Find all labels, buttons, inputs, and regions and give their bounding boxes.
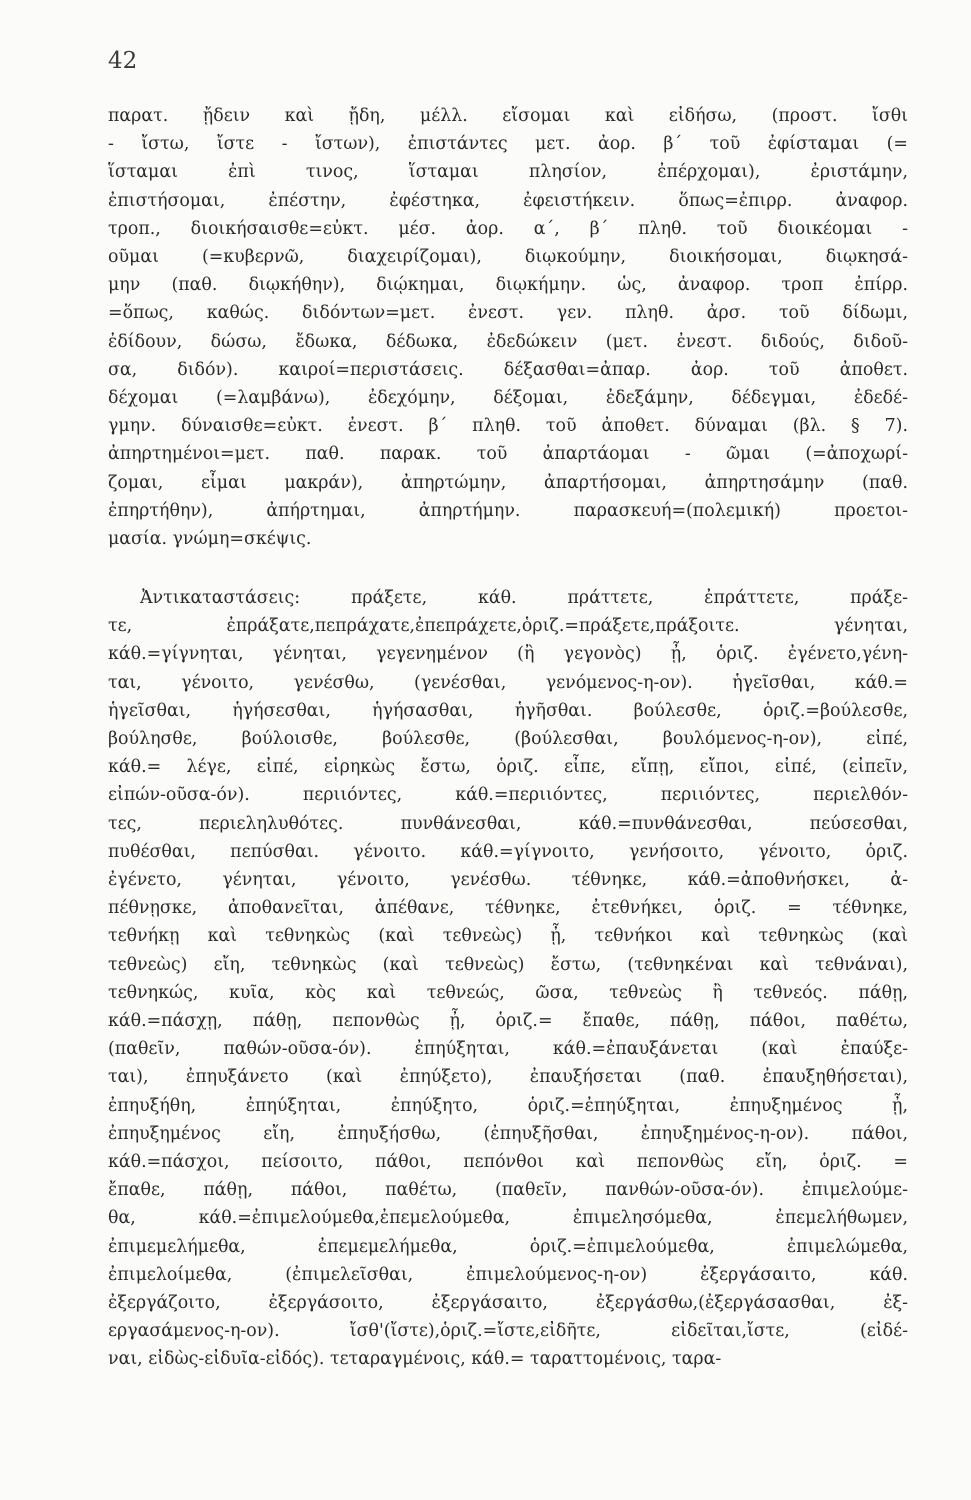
text-line: ἔπαθε, πάθῃ, πάθοι, παθέτω, (παθεῖν, πανθών-οῦσα-όν). ἐπιμελούμε-: [108, 1180, 908, 1201]
text-line: ται), ἐπηυξάνετο (καὶ ἐπηύξετο), ἐπαυξήσεται (παθ. ἐπαυξηθήσεται),: [108, 1067, 908, 1088]
text-line: εργασάμενος-η-ον). ἴσθ'(ἴστε),ὁριζ.=ἴστε,εἰδῆτε, εἰδεῖται,ἴστε, (εἰδέ-: [108, 1321, 908, 1342]
text-line: τες, περιεληλυθότες. πυνθάνεσθαι, κάθ.=πυνθάνεσθαι, πεύσεσθαι,: [108, 813, 908, 834]
text-line: ται, γένοιτο, γενέσθω, (γενέσθαι, γενόμενος-η-ον). ἡγεῖσθαι, κάθ.=: [108, 672, 908, 693]
text-line: ἐπηυξημένος εἴη, ἐπηυξήσθω, (ἐπηυξῆσθαι, ἐπηυξημένος-η-ον). πάθοι,: [108, 1123, 908, 1144]
text-line: δέχομαι (=λαμβάνω), ἐδεχόμην, δέξομαι, ἐδεξάμην, δέδεγμαι, ἐδεδέ-: [108, 388, 908, 409]
text-line: βούλησθε, βούλοισθε, βούλεσθε, (βούλεσθαι, βουλόμενος-η-ον), εἰπέ,: [108, 729, 908, 750]
text-line: παρατ. ᾔδειν καὶ ᾔδη, μέλλ. εἴσομαι καὶ εἰδήσω, (προστ. ἴσθι: [108, 106, 908, 126]
text-line: ἐπηυξήθη, ἐπηύξηται, ἐπηύξητο, ὁριζ.=ἐπηύξηται, ἐπηυξημένος ᾖ,: [108, 1095, 908, 1116]
text-line: τεθνεὼς) εἴη, τεθνηκὼς (καὶ τεθνεὼς) ἔστω, (τεθνηκέναι καὶ τεθνάναι),: [108, 954, 908, 975]
text-line: μασία. γνώμη=σκέψις.: [108, 529, 312, 550]
text-line: ἐγένετο, γένηται, γένοιτο, γενέσθω. τέθνηκε, κάθ.=ἀποθνήσκει, ἀ-: [108, 870, 908, 891]
text-line: τε, ἐπράξατε,πεπράχατε,ἐπεπράχετε,ὁριζ.=πράξετε,πράξοιτε. γένηται,: [108, 616, 908, 637]
text-line: ἐξεργάζοιτο, ἐξεργάσοιτο, ἐξεργάσαιτο, ἐξεργάσθω,(ἐξεργάσασθαι, ἐξ-: [108, 1293, 908, 1314]
text-line: ἀπηρτημένοι=μετ. παθ. παρακ. τοῦ ἀπαρτάομαι - ῶμαι (=ἀποχωρί-: [108, 444, 908, 465]
text-line: σα, διδόν). καιροί=περιστάσεις. δέξασθαι=ἀπαρ. ἀορ. τοῦ ἀποθετ.: [108, 359, 908, 380]
text-line: μην (παθ. διῳκήθην), διῴκημαι, διῳκήμην. ὡς, ἀναφορ. τροπ ἐπίρρ.: [108, 275, 908, 296]
text-line: θα, κάθ.=ἐπιμελούμεθα,ἐπεμελούμεθα, ἐπιμελησόμεθα, ἐπεμελήθωμεν,: [108, 1208, 908, 1229]
text-line: τεθνήκῃ καὶ τεθνηκὼς (καὶ τεθνεὼς) ᾖ, τεθνήκοι καὶ τεθνηκὼς (καὶ: [108, 926, 908, 947]
text-line: κάθ.=γίγνηται, γένηται, γεγενημένον (ἢ γεγονὸς) ᾖ, ὁριζ. ἐγένετο,γένη-: [108, 644, 908, 665]
paragraph-substitutions: [108, 584, 908, 1374]
text-line: γμην. δύναισθε=εὐκτ. ἐνεστ. β΄ πληθ. τοῦ ἀποθετ. δύναμαι (βλ. § 7).: [108, 416, 908, 437]
paragraph-vocabulary-notes: [108, 102, 908, 553]
text-line: κάθ.=πάσχῃ, πάθῃ, πεπονθὼς ᾖ, ὁριζ.= ἔπαθε, πάθῃ, πάθοι, παθέτω,: [108, 1011, 908, 1032]
text-line: τεθνηκώς, κυῖα, κὸς καὶ τεθνεώς, ῶσα, τεθνεὼς ἢ τεθνεός. πάθῃ,: [108, 982, 908, 1003]
text-line: ἐπηρτήθην), ἀπήρτημαι, ἀπηρτήμην. παρασκευή=(πολεμική) προετοι-: [108, 500, 908, 521]
text-line: ἐπιμεμελήμεθα, ἐπεμεμελήμεθα, ὁριζ.=ἐπιμελούμεθα, ἐπιμελώμεθα,: [108, 1236, 908, 1257]
text-line: (παθεῖν, παθών-οῦσα-όν). ἐπηύξηται, κάθ.=ἐπαυξάνεται (καὶ ἐπαύξε-: [108, 1039, 908, 1060]
text-line: πέθνῃσκε, ἀποθανεῖται, ἀπέθανε, τέθνηκε, ἐτεθνήκει, ὁριζ. = τέθνηκε,: [108, 898, 908, 919]
text-line: ἐπιστήσομαι, ἐπέστην, ἐφέστηκα, ἐφειστήκειν. ὅπως=ἐπιρρ. ἀναφορ.: [108, 190, 908, 211]
text-line: ἵσταμαι ἐπὶ τινος, ἵσταμαι πλησίον, ἐπέρχομαι), ἐριστάμην,: [108, 162, 908, 183]
text-line: ἐδίδουν, δώσω, ἔδωκα, δέδωκα, ἐδεδώκειν (μετ. ἐνεστ. διδούς, διδοῦ-: [108, 331, 908, 352]
text-line: πυθέσθαι, πεπύσθαι. γένοιτο. κάθ.=γίγνοιτο, γενήσοιτο, γένοιτο, ὁριζ.: [108, 841, 908, 862]
text-line: εἰπών-οῦσα-όν). περιιόντες, κάθ.=περιιόντες, περιιόντες, περιελθόν-: [108, 785, 908, 806]
page-number: 42: [108, 48, 138, 74]
text-line: Ἀντικαταστάσεις: πράξετε, κάθ. πράττετε, ἐπράττετε, πράξε-: [140, 588, 908, 608]
text-line: =ὅπως, καθώς. διδόντων=μετ. ἐνεστ. γεν. πληθ. ἀρσ. τοῦ δίδωμι,: [108, 303, 908, 324]
text-line: κάθ.=πάσχοι, πείσοιτο, πάθοι, πεπόνθοι καὶ πεπονθὼς εἴη, ὁριζ. =: [108, 1152, 908, 1173]
text-line: ἡγεῖσθαι, ἡγήσεσθαι, ἡγήσασθαι, ἡγῆσθαι. βούλεσθε, ὁριζ.=βούλεσθε,: [108, 700, 908, 721]
text-line: - ἴστω, ἴστε - ἴστων), ἐπιστάντες μετ. ἀορ. β΄ τοῦ ἐφίσταμαι (=: [108, 134, 908, 155]
text-line: ζομαι, εἶμαι μακράν), ἀπηρτώμην, ἀπαρτήσομαι, ἀπηρτησάμην (παθ.: [108, 472, 908, 493]
text-line: τροπ., διοικήσαισθε=εὐκτ. μέσ. ἀορ. α΄, β΄ πληθ. τοῦ διοικέομαι -: [108, 218, 908, 239]
text-line: ἐπιμελοίμεθα, (ἐπιμελεῖσθαι, ἐπιμελούμενος-η-ον) ἐξεργάσαιτο, κάθ.: [108, 1264, 908, 1285]
text-line: ναι, εἰδὼς-εἰδυῖα-εἰδός). τεταραγμένοις, κάθ.= ταραττομένοις, ταρα-: [108, 1349, 722, 1370]
text-line: οῦμαι (=κυβερνῶ, διαχειρίζομαι), διῳκούμην, διοικήσομαι, διῳκησά-: [108, 247, 908, 268]
text-line: κάθ.= λέγε, εἰπέ, εἰρηκὼς ἔστω, ὁριζ. εἶπε, εἴπῃ, εἴποι, εἰπέ, (εἰπεῖν,: [108, 757, 908, 778]
